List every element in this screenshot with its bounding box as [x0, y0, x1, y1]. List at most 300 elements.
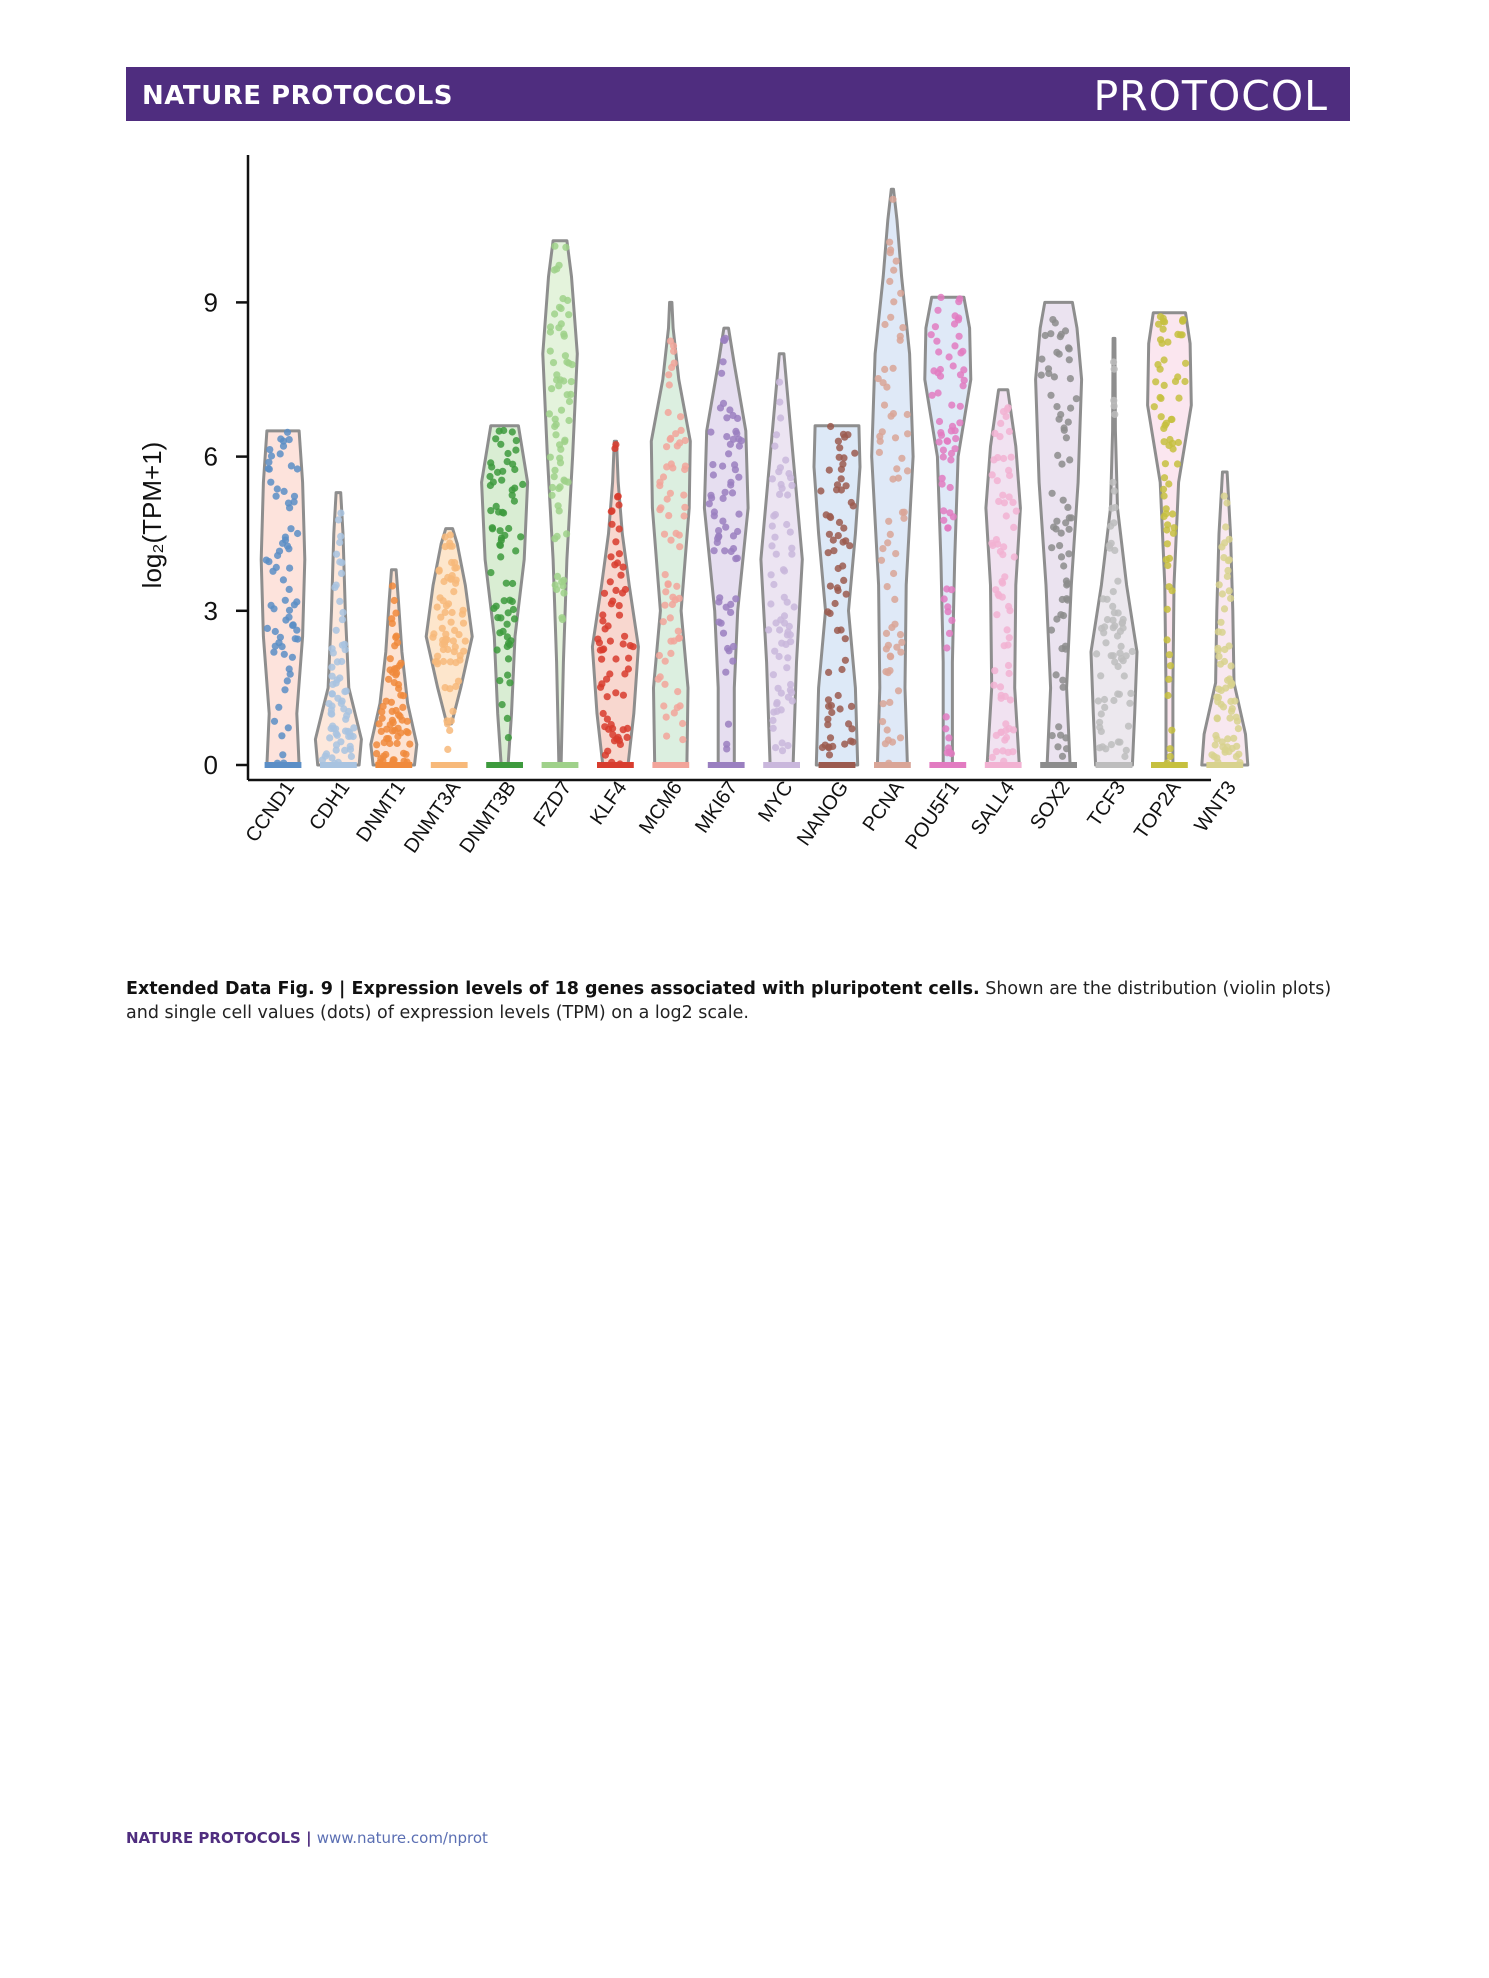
cell-dot	[725, 450, 732, 457]
cell-dot	[1111, 402, 1118, 409]
cell-dot	[876, 449, 883, 456]
journal-name: NATURE PROTOCOLS	[142, 81, 454, 111]
cell-dot	[957, 349, 964, 356]
cell-dot	[1225, 557, 1232, 564]
cell-dot	[512, 447, 519, 454]
cell-dot	[559, 582, 566, 589]
cell-dot	[496, 677, 503, 684]
cell-dot	[884, 726, 891, 733]
cell-dot	[1165, 676, 1172, 683]
violin-shape-mki67	[704, 328, 748, 765]
cell-dot	[1008, 454, 1015, 461]
cell-dot	[562, 352, 569, 359]
cell-dot	[719, 463, 726, 470]
cell-dot	[887, 531, 894, 538]
cell-dot	[950, 513, 957, 520]
cell-dot	[1217, 661, 1224, 668]
cell-dot	[504, 672, 511, 679]
footer-url[interactable]: www.nature.com/nprot	[316, 1829, 488, 1847]
cell-dot	[1163, 526, 1170, 533]
x-tick-label: CDH1	[305, 777, 355, 835]
cell-dot	[453, 577, 460, 584]
cell-dot	[715, 598, 722, 605]
cell-dot	[956, 419, 963, 426]
cell-dot	[1129, 648, 1136, 655]
cell-dot	[1218, 701, 1225, 708]
cell-dot	[897, 337, 904, 344]
cell-dot	[1228, 662, 1235, 669]
x-tick-label: SOX2	[1026, 777, 1075, 834]
cell-dot	[548, 492, 555, 499]
violin-top2a	[1148, 313, 1192, 768]
header-bar	[126, 67, 1350, 121]
cell-dot	[772, 511, 779, 518]
cell-dot	[840, 431, 847, 438]
cell-dot	[616, 525, 623, 532]
cell-dot	[446, 685, 453, 692]
cell-dot	[1221, 605, 1228, 612]
cell-dot	[335, 516, 342, 523]
cell-dot	[287, 671, 294, 678]
zero-bar	[985, 762, 1022, 768]
cell-dot	[387, 655, 394, 662]
violin-pou5f1	[925, 294, 971, 768]
cell-dot	[1111, 366, 1118, 373]
cell-dot	[769, 523, 776, 530]
cell-dot	[787, 631, 794, 638]
cell-dot	[840, 525, 847, 532]
zero-bar	[486, 762, 523, 768]
cell-dot	[496, 629, 503, 636]
cell-dot	[681, 512, 688, 519]
cell-dot	[1060, 497, 1067, 504]
cell-dot	[1053, 671, 1060, 678]
cell-dot	[824, 608, 831, 615]
cell-dot	[887, 653, 894, 660]
cell-dot	[997, 420, 1004, 427]
violin-pcna	[872, 189, 913, 768]
cell-dot	[1121, 753, 1128, 760]
cell-dot	[509, 492, 516, 499]
cell-dot	[607, 553, 614, 560]
cell-dot	[1004, 406, 1011, 413]
cell-dot	[993, 611, 1000, 618]
cell-dot	[998, 692, 1005, 699]
cell-dot	[897, 290, 904, 297]
cell-dot	[548, 385, 555, 392]
cell-dot	[675, 628, 682, 635]
cell-dot	[1011, 553, 1018, 560]
cell-dot	[1167, 745, 1174, 752]
cell-dot	[773, 551, 780, 558]
cell-dot	[932, 323, 939, 330]
cell-dot	[673, 530, 680, 537]
violin-dnmt3a	[426, 529, 472, 768]
cell-dot	[598, 656, 605, 663]
cell-dot	[1006, 472, 1013, 479]
cell-dot	[787, 638, 794, 645]
cell-dot	[329, 681, 336, 688]
cell-dot	[1006, 670, 1013, 677]
cell-dot	[397, 713, 404, 720]
cell-dot	[836, 519, 843, 526]
cell-dot	[951, 342, 958, 349]
cell-dot	[826, 467, 833, 474]
cell-dot	[557, 483, 564, 490]
cell-dot	[1162, 422, 1169, 429]
cell-dot	[939, 481, 946, 488]
cell-dot	[285, 500, 292, 507]
cell-dot	[612, 538, 619, 545]
cell-dot	[676, 543, 683, 550]
cell-dot	[1045, 365, 1052, 372]
cell-dot	[889, 739, 896, 746]
cell-dot	[825, 744, 832, 751]
cell-dot	[278, 732, 285, 739]
cell-dot	[560, 377, 567, 384]
figure-caption	[126, 977, 1352, 1025]
cell-dot	[337, 533, 344, 540]
cell-dot	[460, 648, 467, 655]
cell-dot	[1053, 616, 1060, 623]
cell-dot	[612, 587, 619, 594]
cell-dot	[561, 333, 568, 340]
cell-dot	[729, 412, 736, 419]
cell-dot	[1053, 403, 1060, 410]
cell-dot	[273, 493, 280, 500]
cell-dot	[1175, 395, 1182, 402]
cell-dot	[850, 502, 857, 509]
cell-dot	[776, 379, 783, 386]
cell-dot	[337, 510, 344, 517]
cell-dot	[389, 582, 396, 589]
cell-dot	[343, 688, 350, 695]
cell-dot	[391, 597, 398, 604]
cell-dot	[556, 455, 563, 462]
cell-dot	[661, 531, 668, 538]
cell-dot	[601, 590, 608, 597]
cell-dot	[444, 646, 451, 653]
cell-dot	[952, 435, 959, 442]
cell-dot	[788, 689, 795, 696]
cell-dot	[936, 418, 943, 425]
cell-dot	[1058, 553, 1065, 560]
cell-dot	[449, 609, 456, 616]
cell-dot	[656, 652, 663, 659]
cell-dot	[730, 532, 737, 539]
cell-dot	[1001, 573, 1008, 580]
cell-dot	[551, 467, 558, 474]
cell-dot	[272, 643, 279, 650]
cell-dot	[274, 485, 281, 492]
cell-dot	[960, 382, 967, 389]
cell-dot	[277, 450, 284, 457]
cell-dot	[671, 360, 678, 367]
cell-dot	[779, 747, 786, 754]
cell-dot	[1152, 378, 1159, 385]
cell-dot	[1038, 356, 1045, 363]
cell-dot	[661, 602, 668, 609]
cell-dot	[725, 721, 732, 728]
cell-dot	[948, 427, 955, 434]
cell-dot	[888, 624, 895, 631]
cell-dot	[450, 588, 457, 595]
zero-bar	[265, 762, 302, 768]
cell-dot	[1004, 626, 1011, 633]
cell-dot	[504, 715, 511, 722]
cell-dot	[555, 502, 562, 509]
cell-dot	[893, 644, 900, 651]
violin-chart	[126, 135, 1241, 895]
cell-dot	[1161, 382, 1168, 389]
cell-dot	[446, 727, 453, 734]
cell-dot	[990, 682, 997, 689]
cell-dot	[1175, 439, 1182, 446]
cell-dot	[781, 612, 788, 619]
cell-dot	[660, 618, 667, 625]
cell-dot	[720, 358, 727, 365]
cell-dot	[504, 450, 511, 457]
cell-dot	[392, 671, 399, 678]
cell-dot	[449, 708, 456, 715]
cell-dot	[1056, 542, 1063, 549]
cell-dot	[727, 609, 734, 616]
cell-dot	[1235, 725, 1242, 732]
cell-dot	[1167, 662, 1174, 669]
cell-dot	[612, 655, 619, 662]
cell-dot	[403, 728, 410, 735]
violin-klf4	[592, 441, 638, 768]
violin-sox2	[1036, 302, 1082, 768]
cell-dot	[503, 580, 510, 587]
cell-dot	[957, 403, 964, 410]
x-tick-label: TOP2A	[1130, 777, 1186, 844]
cell-dot	[1169, 587, 1176, 594]
cell-dot	[460, 620, 467, 627]
cell-dot	[440, 597, 447, 604]
cell-dot	[667, 650, 674, 657]
cell-dot	[956, 295, 963, 302]
cell-dot	[1005, 749, 1012, 756]
cell-dot	[897, 631, 904, 638]
cell-dot	[1115, 609, 1122, 616]
cell-dot	[328, 710, 335, 717]
cell-dot	[930, 367, 937, 374]
cell-dot	[448, 717, 455, 724]
cell-dot	[1166, 555, 1173, 562]
cell-dot	[621, 670, 628, 677]
cell-dot	[505, 525, 512, 532]
cell-dot	[1222, 749, 1229, 756]
zero-bar	[874, 762, 911, 768]
cell-dot	[720, 495, 727, 502]
cell-dot	[1115, 663, 1122, 670]
cell-dot	[886, 278, 893, 285]
cell-dot	[332, 725, 339, 732]
cell-dot	[1161, 356, 1168, 363]
cell-dot	[887, 314, 894, 321]
cell-dot	[333, 741, 340, 748]
cell-dot	[956, 333, 963, 340]
cell-dot	[1121, 672, 1128, 679]
cell-dot	[605, 622, 612, 629]
cell-dot	[519, 481, 526, 488]
x-tick-label: TCF3	[1083, 777, 1131, 831]
cell-dot	[674, 688, 681, 695]
cell-dot	[1157, 313, 1164, 320]
cell-dot	[735, 474, 742, 481]
cell-dot	[281, 651, 288, 658]
cell-dot	[1161, 492, 1168, 499]
cell-dot	[612, 441, 619, 448]
cell-dot	[904, 411, 911, 418]
cell-dot	[616, 550, 623, 557]
cell-dot	[1101, 704, 1108, 711]
cell-dot	[284, 677, 291, 684]
x-tick-label: WNT3	[1190, 777, 1241, 837]
cell-dot	[735, 511, 742, 518]
cell-dot	[552, 431, 559, 438]
cell-dot	[497, 553, 504, 560]
cell-dot	[1053, 518, 1060, 525]
cell-dot	[663, 733, 670, 740]
cell-dot	[286, 436, 293, 443]
cell-dot	[496, 541, 503, 548]
cell-dot	[275, 704, 282, 711]
cell-dot	[1110, 588, 1117, 595]
cell-dot	[881, 402, 888, 409]
cell-dot	[1066, 456, 1073, 463]
x-tick-label: DNMT3A	[400, 777, 466, 858]
violin-tcf3	[1091, 338, 1137, 768]
cell-dot	[510, 606, 517, 613]
cell-dot	[765, 626, 772, 633]
cell-dot	[835, 438, 842, 445]
cell-dot	[394, 740, 401, 747]
cell-dot	[1010, 726, 1017, 733]
cell-dot	[1097, 672, 1104, 679]
violin-wnt3	[1202, 472, 1248, 768]
cell-dot	[487, 569, 494, 576]
cell-dot	[563, 530, 570, 537]
zero-bar	[375, 762, 412, 768]
cell-dot	[1127, 690, 1134, 697]
cell-dot	[551, 243, 558, 250]
cell-dot	[392, 610, 399, 617]
x-tick-label: SALL4	[966, 777, 1020, 840]
cell-dot	[665, 371, 672, 378]
cell-dot	[1226, 715, 1233, 722]
cell-dot	[656, 506, 663, 513]
cell-dot	[993, 536, 1000, 543]
violin-mki67	[704, 328, 748, 768]
cell-dot	[676, 634, 683, 641]
cell-dot	[1110, 697, 1117, 704]
cell-dot	[1164, 562, 1171, 569]
cell-dot	[266, 466, 273, 473]
cell-dot	[509, 428, 516, 435]
cell-dot	[890, 365, 897, 372]
cell-dot	[990, 456, 997, 463]
cell-dot	[273, 564, 280, 571]
cell-dot	[1058, 461, 1065, 468]
zero-bar	[929, 762, 966, 768]
cell-dot	[608, 721, 615, 728]
cell-dot	[1048, 627, 1055, 634]
cell-dot	[661, 681, 668, 688]
cell-dot	[838, 666, 845, 673]
cell-dot	[673, 583, 680, 590]
cell-dot	[1065, 550, 1072, 557]
cell-dot	[326, 734, 333, 741]
cell-dot	[1215, 653, 1222, 660]
cell-dot	[1118, 643, 1125, 650]
cell-dot	[439, 625, 446, 632]
cell-dot	[612, 689, 619, 696]
cell-dot	[681, 504, 688, 511]
cell-dot	[672, 430, 679, 437]
violin-fzd7	[542, 241, 579, 768]
cell-dot	[948, 586, 955, 593]
cell-dot	[549, 484, 556, 491]
cell-dot	[462, 638, 469, 645]
cell-dot	[999, 580, 1006, 587]
zero-bar	[542, 762, 579, 768]
cell-dot	[616, 602, 623, 609]
cell-dot	[282, 534, 289, 541]
cell-dot	[885, 669, 892, 676]
cell-dot	[1047, 392, 1054, 399]
cell-dot	[1062, 646, 1069, 653]
cell-dot	[1215, 628, 1222, 635]
cell-dot	[782, 457, 789, 464]
cell-dot	[881, 366, 888, 373]
cell-dot	[505, 640, 512, 647]
cell-dot	[505, 655, 512, 662]
cell-dot	[843, 591, 850, 598]
cell-dot	[1093, 650, 1100, 657]
cell-dot	[788, 551, 795, 558]
cell-dot	[711, 547, 718, 554]
cell-dot	[338, 570, 345, 577]
x-tick-label: KLF4	[586, 777, 632, 830]
cell-dot	[665, 512, 672, 519]
x-tick-label: MCM6	[635, 777, 687, 839]
cell-dot	[344, 728, 351, 735]
cell-dot	[281, 686, 288, 693]
cell-dot	[784, 491, 791, 498]
cell-dot	[835, 692, 842, 699]
cell-dot	[776, 653, 783, 660]
cell-dot	[665, 581, 672, 588]
cell-dot	[1095, 697, 1102, 704]
cell-dot	[284, 429, 291, 436]
cell-dot	[385, 676, 392, 683]
cell-dot	[1218, 543, 1225, 550]
cell-dot	[546, 410, 553, 417]
cell-dot	[680, 492, 687, 499]
cell-dot	[1224, 573, 1231, 580]
cell-dot	[266, 446, 273, 453]
cell-dot	[770, 671, 777, 678]
cell-dot	[1160, 326, 1167, 333]
cell-dot	[768, 571, 775, 578]
cell-dot	[1118, 655, 1125, 662]
cell-dot	[777, 464, 784, 471]
cell-dot	[817, 487, 824, 494]
cell-dot	[1169, 510, 1176, 517]
cell-dot	[994, 477, 1001, 484]
